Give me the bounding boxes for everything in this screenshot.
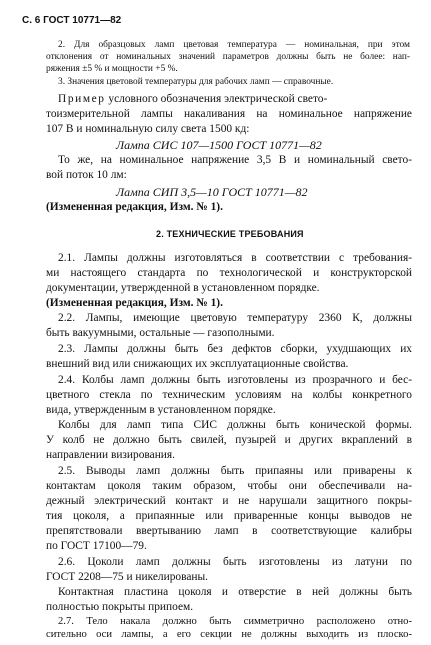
revision-note: (Измененная редакция, Изм. № 1).: [46, 297, 223, 309]
paragraph-line: направлении визирования.: [46, 449, 175, 461]
paragraph-line: дежный электрический контакт и не нарушали защитного покры-: [46, 495, 412, 507]
paragraph-line: вида, утвержденным в установленном порядке.: [46, 404, 276, 416]
example-lead-rest: условного обозначения электрической свето-: [105, 93, 328, 105]
paragraph-line: 2.3. Лампы должны быть без дефктов сборки, ухудшающих их: [58, 343, 412, 355]
paragraph-line: 2.5. Выводы ламп должны быть припаяны или приварены к: [58, 465, 412, 477]
paragraph-line: полностью покрыты припоем.: [46, 601, 194, 613]
paragraph-line: внешний вид или снижающих их эксплуатационные свойства.: [46, 358, 349, 370]
example-line: 107 В и номинальную силу света 1500 кд:: [46, 123, 250, 135]
paragraph-line: тия цоколя, а припаянные или приваренные концы выводов не: [46, 510, 412, 522]
revision-note: (Измененная редакция, Изм. № 1).: [46, 201, 223, 213]
note-line: отклонения от номинальных значений параметров должны быть не более: нап-: [46, 52, 410, 62]
example-line: тоизмерительной лампы накаливания на номинальное напряжение: [46, 108, 412, 120]
paragraph-line: 2.1. Лампы должны изготовляться в соответствии с требования-: [58, 252, 412, 264]
example-first-line: [58, 93, 327, 105]
note-line: 2. Для образцовых ламп цветовая температура — номинальная, при этом: [58, 40, 410, 50]
section-title: 2. ТЕХНИЧЕСКИЕ ТРЕБОВАНИЯ: [156, 229, 304, 239]
page-header: С. 6 ГОСТ 10771—82: [22, 15, 122, 26]
paragraph-line: цветного стекла по техническим условиям на колбы конкретного: [46, 389, 412, 401]
paragraph-line: Контактная пластина цоколя и отверстие в ней должны быть: [58, 586, 412, 598]
designation-formula: Лампа СИП 3,5—10 ГОСТ 10771—82: [116, 185, 308, 199]
paragraph-line: Колбы для ламп типа СИС должны быть конической формы.: [58, 419, 412, 431]
paragraph-line: 2.4. Колбы ламп должны быть изготовлены из прозрачного и бес-: [58, 374, 412, 386]
paragraph-line: быть вакуумными, остальные — газополными.: [46, 327, 275, 339]
paragraph-line: 2.7. Тело накала должно быть симметрично расположено отно-: [58, 616, 412, 627]
example-line: вой поток 10 лм:: [46, 169, 127, 181]
example-line: То же, на номинальное напряжение 3,5 В и номинальный свето-: [58, 154, 412, 166]
paragraph-line: препятствовали ввертыванию ламп в соответствующие калибры: [46, 525, 412, 537]
example-lead: Пример: [58, 93, 106, 105]
paragraph-line: ГОСТ 2208—75 и никелированы.: [46, 571, 208, 583]
paragraph-line: по ГОСТ 17100—79.: [46, 540, 147, 552]
paragraph-line: контактам цоколя таким образом, чтобы они обеспечивали на-: [46, 480, 412, 492]
note-line: ряжения ±5 % и мощности +5 %.: [46, 64, 178, 74]
note-line: 3. Значения цветовой температуры для рабочих ламп — справочные.: [58, 77, 334, 87]
paragraph-2-7-clip: [0, 614, 431, 645]
paragraph-line: 2.6. Цоколи ламп должны быть изготовлены из латуни по: [58, 556, 412, 568]
paragraph-line: 2.2. Лампы, имеющие цветовую температуру 2360 К, должны: [58, 312, 412, 324]
paragraph-line: У колб не должно быть свилей, пузырей и других вкраплений в: [46, 434, 412, 446]
paragraph-line: ми настоящего стандарта по технологической и конструкторской: [46, 267, 412, 279]
designation-formula: Лампа СИС 107—1500 ГОСТ 10771—82: [116, 138, 322, 152]
paragraph-line: сительно оси лампы, а его секции не должны выходить из плоско-: [46, 629, 412, 640]
paragraph-line: документации, утвержденной в установленном порядке.: [46, 282, 320, 294]
